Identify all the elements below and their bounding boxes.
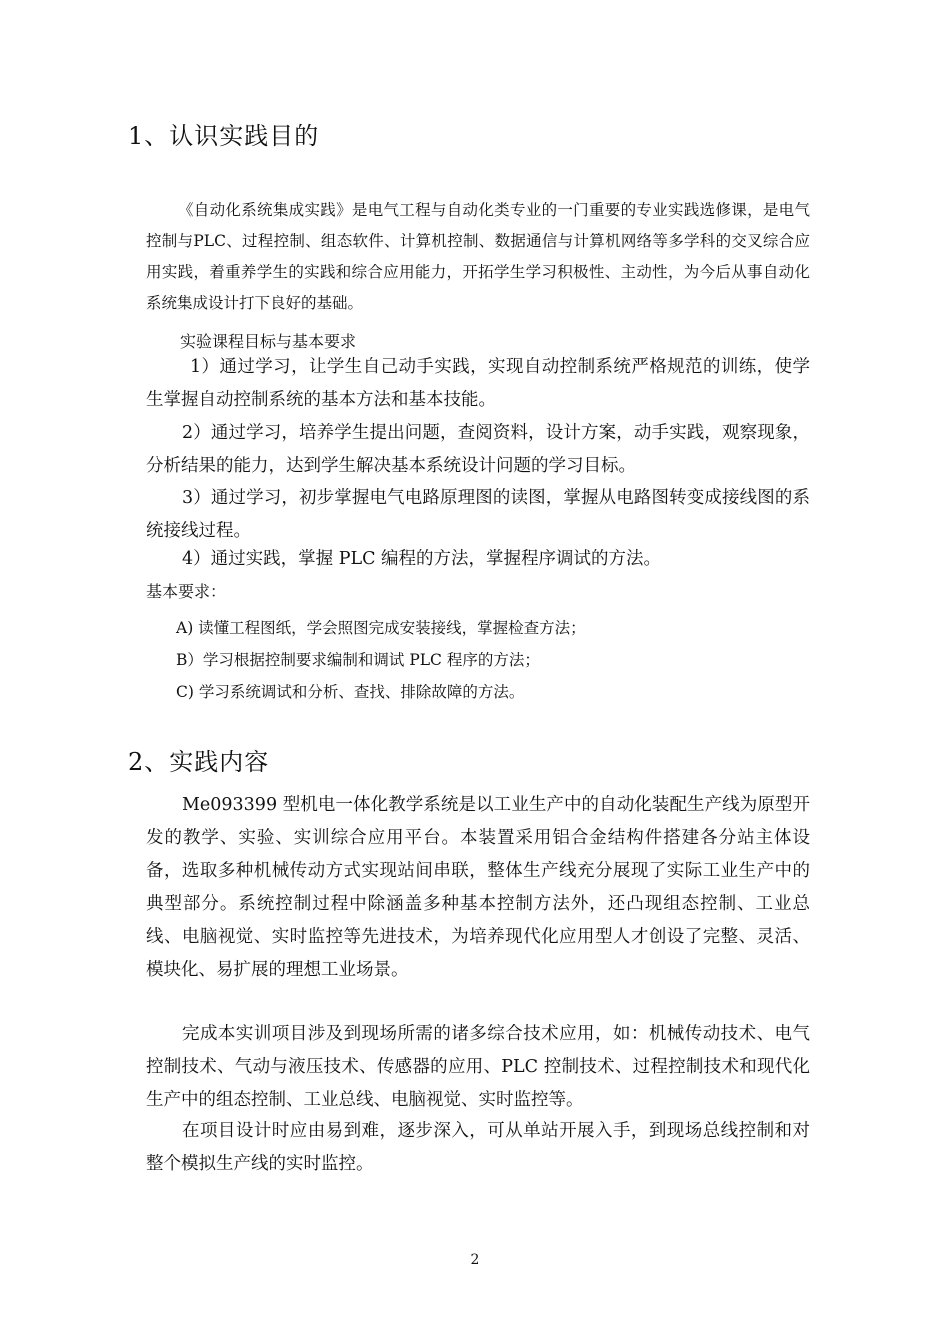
- section2-heading: 2、实践内容: [128, 748, 270, 776]
- requirement-item-a: A) 读懂工程图纸，学会照图完成安装接线，掌握检查方法；: [176, 619, 586, 637]
- section1-intro: 《自动化系统集成实践》是电气工程与自动化类专业的一门重要的专业实践选修课，是电气控制与PLC、过程控制、组态软件、计算机控制、数据通信与计算机网络等多学科的交叉综合应用实践，着重养学生的实践和综合应用能力，开拓学生学习积极性、主动性，为今后从事自动化系统集成设计打下良好的基础。: [146, 201, 810, 312]
- goals-title: 实验课程目标与基本要求: [180, 332, 357, 351]
- section2-paragraph-2: 完成本实训项目涉及到现场所需的诸多综合技术应用，如：机械传动技术、电气控制技术、气动与液压技术、传感器的应用、PLC 控制技术、过程控制技术和现代化生产中的组态控制、工业总线、电脑视觉、实时监控等。: [146, 1024, 810, 1110]
- page-number: 2: [470, 1252, 480, 1268]
- section2-paragraph-1: Me093399 型机电一体化教学系统是以工业生产中的自动化装配生产线为原型开发的教学、实验、实训综合应用平台。本装置采用铝合金结构件搭建各分站主体设备，选取多种机械传动方式实现站间串联，整体生产线充分展现了实际工业生产中的典型部分。系统控制过程中除涵盖多种基本控制方法外，还凸现组态控制、工业总线、电脑视觉、实时监控等先进技术，为培养现代化应用型人才创设了完整、灵活、模块化、易扩展的理想工业场景。: [146, 795, 810, 980]
- requirement-item-c: C) 学习系统调试和分析、查找、排除故障的方法。: [176, 683, 525, 701]
- goal-item-1: 1）通过学习，让学生自己动手实践，实现自动控制系统严格规范的训练，使学生掌握自动控制系统的基本方法和基本技能。: [146, 357, 810, 410]
- section1-heading: 1、认识实践目的: [128, 122, 320, 150]
- requirement-item-b: B）学习根据控制要求编制和调试 PLC 程序的方法；: [176, 651, 540, 669]
- basic-requirements-title: 基本要求：: [146, 582, 227, 601]
- goal-item-2: 2）通过学习，培养学生提出问题，查阅资料，设计方案，动手实践，观察现象，分析结果的能力，达到学生解决基本系统设计问题的学习目标。: [146, 423, 810, 476]
- section2-paragraph-3: 在项目设计时应由易到难，逐步深入，可从单站开展入手，到现场总线控制和对整个模拟生产线的实时监控。: [146, 1121, 810, 1174]
- goal-item-3: 3）通过学习，初步掌握电气电路原理图的读图，掌握从电路图转变成接线图的系统接线过程。: [146, 488, 810, 541]
- goal-item-4: 4）通过实践，掌握 PLC 编程的方法，掌握程序调试的方法。: [182, 549, 662, 569]
